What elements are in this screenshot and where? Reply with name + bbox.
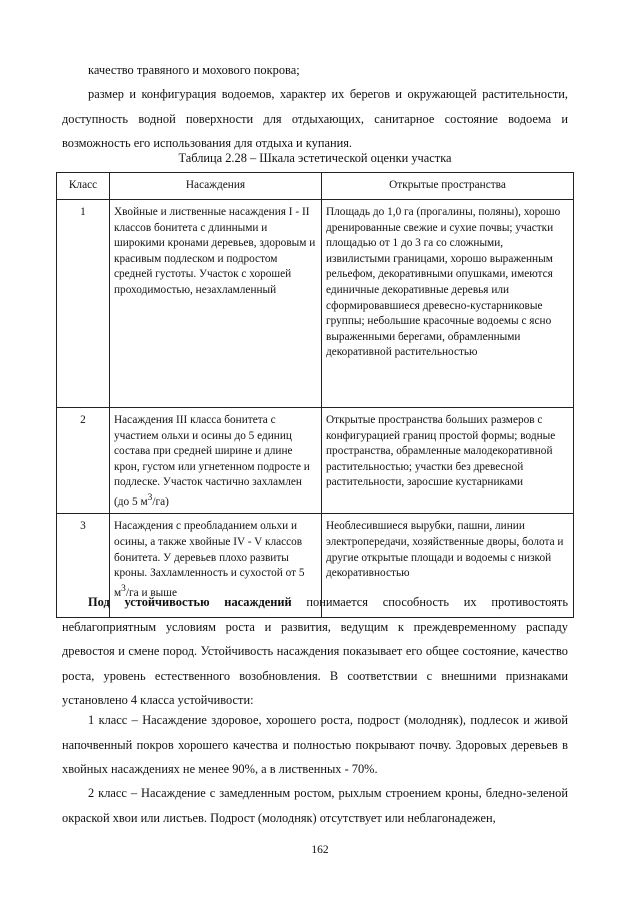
bold-term: Под устойчивостью насаждений <box>88 595 292 609</box>
intro-line-1: качество травяного и мохового покрова; <box>88 63 300 77</box>
table-row <box>57 200 574 408</box>
cell-plantings-unit: /га) <box>152 495 169 508</box>
class-1-paragraph: 1 класс – Насаждение здоровое, хорошего роста, подрост (молодняк), подлесок и живой напочвенный покров хорошего качества и полностью покрывают почву. Здоровых деревьев в хвойных насаждениях не менее 90%, а в лиственных - 70%. <box>62 713 568 776</box>
stability-paragraph <box>62 590 568 713</box>
cell-class: 3 <box>57 514 110 618</box>
cell-plantings: Хвойные и лиственные насаждения I - II классов бонитета с длинными и широкими кронами деревьев, здоровым и красивым подлеском и подростом средней густоты. Участок с хорошей проходимостью, незахламленный <box>110 200 322 408</box>
cell-plantings <box>110 408 322 514</box>
cell-open-spaces: Открытые пространства больших размеров с конфигурацией границ простой формы; водные пространства, обрамленные малодекоративной растительностью; участки без древесной растительности, заросшие кустарниками <box>322 408 574 514</box>
table-caption: Таблица 2.28 – Шкала эстетической оценки участка <box>178 151 452 165</box>
cell-open-spaces: Площадь до 1,0 га (прогалины, поляны), хорошо дренированные свежие и сухие почвы; участки площадью от 1 до 3 га со сложными, извилистыми границами, хорошо выраженным рельефом, декоративными опушками, имеются единичные декоративные деревья или сформировавшиеся древесно-кустарниковые группы; небольшие красочные водоемы с ясно выраженными берегами, обрамленными декоративной растительностью <box>322 200 574 408</box>
cell-class: 2 <box>57 408 110 514</box>
header-plantings: Насаждения <box>110 173 322 200</box>
intro-paragraph-2: размер и конфигурация водоемов, характер их берегов и окружающей растительности, доступность водной поверхности для отдыхающих, санитарное состояние водоема и возможность его использования для отдыха и купания. <box>62 87 568 150</box>
cell-open-spaces: Необлесившиеся вырубки, пашни, линии электропередачи, хозяйственные дворы, болота и другие открытые площади и водоемы с низкой декоративностью <box>322 514 574 618</box>
stability-text: понимается способность их противостоять неблагоприятным условиям роста и развития, ведущим к преждевременному распаду древостоя и смене пород. Устойчивость насаждения показывает его общее состояние, качество роста, уровень естественного возобновления. В соответствии с внешними признаками установлено 4 класса устойчивости: <box>62 595 568 707</box>
page-number: 162 <box>311 844 329 856</box>
cell-plantings-text: Насаждения III класса бонитета с участием ольхи и осины до 5 единиц состава при средней ширине и длине крон, густом или угнетенном подросте и подлеске. Участок частично захламлен (до 5 м <box>114 414 310 508</box>
class-2-paragraph: 2 класс – Насаждение с замедленным ростом, рыхлым строением кроны, бледно-зеленой окраской хвои или листьев. Подрост (молодняк) отсутствует или неблагонадежен, <box>62 786 568 825</box>
header-class: Класс <box>57 173 110 200</box>
aesthetic-scale-table <box>56 172 574 618</box>
cell-plantings-unit: /га и выше <box>125 586 177 599</box>
header-open-spaces: Открытые пространства <box>322 173 574 200</box>
superscript: 3 <box>121 583 126 594</box>
cell-plantings-text: Насаждения с преобладанием ольхи и осины, а также хвойные IV - V классов бонитета. У деревьев плохо развиты кроны. Захламленность и сухостой от 5 м <box>114 520 305 599</box>
table-header-row <box>57 173 574 200</box>
superscript: 3 <box>147 492 153 503</box>
table-row <box>57 408 574 514</box>
cell-class: 1 <box>57 200 110 408</box>
